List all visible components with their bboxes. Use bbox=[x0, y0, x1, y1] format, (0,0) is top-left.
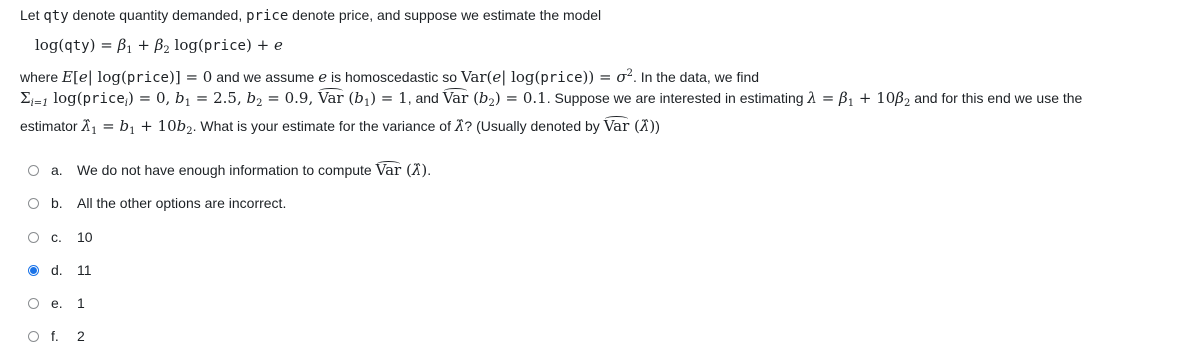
radio-a[interactable] bbox=[28, 165, 39, 176]
model-equation: $\log(qty) = \beta_1 + \beta_2$ log(price) + e bbox=[35, 36, 283, 56]
option-d[interactable] bbox=[28, 260, 92, 280]
estimator-line: estimator $\lambdâ_1 = b_1 + 10b_2$. What is your estimate for the variance of λ̂? (Usually denoted by Var (λ̂)) bbox=[20, 117, 660, 137]
option-text: 1 bbox=[77, 295, 85, 311]
option-b[interactable] bbox=[28, 193, 286, 213]
option-text: We do not have enough information to compute Var (λ̂). bbox=[77, 161, 432, 179]
option-text: 2 bbox=[77, 328, 85, 344]
option-letter: e. bbox=[51, 295, 63, 311]
option-letter: a. bbox=[51, 162, 63, 178]
radio-c[interactable] bbox=[28, 232, 39, 243]
option-letter: f. bbox=[51, 328, 59, 344]
assumption-line: where E[e| log(price)] = 0 and we assume e is homoscedastic so Var(e| log(price)) = $\sigma^2$. In the data, we find bbox=[20, 68, 760, 86]
option-letter: c. bbox=[51, 229, 62, 245]
data-line: $\Sigma_{i=1}$ log(price$_i$) = 0, $b_1 = 2.5$, $b_2 = 0.9$, Var $(b_1) = 1$, and Var $(b_2) = 0.1$. Suppose we are interested in estimating $\lambda = \beta_1 + 10\beta_2$ and for this end we use the bbox=[20, 89, 1083, 109]
question-intro: Let qty denote quantity demanded, price denote price, and suppose we estimate the model bbox=[20, 7, 602, 24]
option-a[interactable] bbox=[28, 160, 431, 180]
option-f[interactable] bbox=[28, 326, 85, 346]
option-letter: d. bbox=[51, 262, 63, 278]
option-c[interactable] bbox=[28, 227, 93, 247]
option-text: 10 bbox=[77, 229, 93, 245]
option-text: All the other options are incorrect. bbox=[77, 195, 287, 211]
radio-b[interactable] bbox=[28, 198, 39, 209]
option-letter: b. bbox=[51, 195, 63, 211]
option-e[interactable] bbox=[28, 293, 85, 313]
radio-e[interactable] bbox=[28, 298, 39, 309]
radio-f[interactable] bbox=[28, 331, 39, 342]
radio-d-selected[interactable] bbox=[28, 265, 39, 276]
option-text: 11 bbox=[77, 262, 92, 278]
